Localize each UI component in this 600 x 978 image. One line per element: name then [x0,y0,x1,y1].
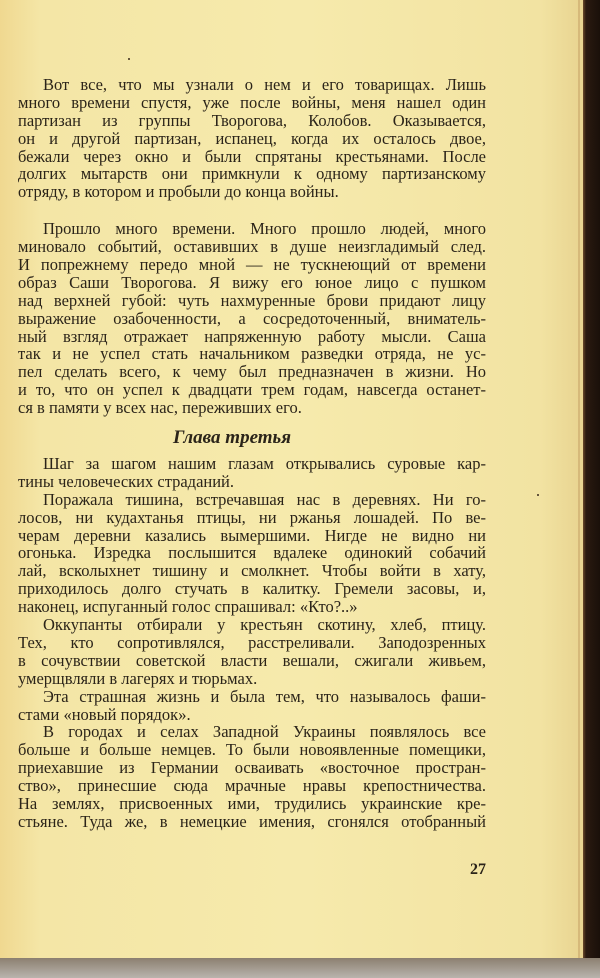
text-line: ный взгляд отражает напряженную работу мысли. Саша [18,326,486,346]
text-line: приходилось долго стучать в калитку. Гремели засовы, и, [18,579,486,599]
text-line: так и не успел стать начальником разведки отряда, не ус- [18,344,486,364]
page-edge-line [578,0,580,960]
paragraph [18,220,486,417]
page-text [18,76,486,831]
text-line: отряду, в котором и пробыли до конца войны. [18,182,339,202]
text-line: лай, всколыхнет тишину и смолкнет. Чтобы войти в хату, [18,561,486,581]
paragraph [18,76,486,201]
text-line: образ Саши Творогова. Я вижу его юное лицо с пушком [18,272,486,292]
page-number: 27 [470,861,486,878]
text-line: пел сделать всего, к чему был предназначен в жизни. Но [18,362,486,382]
text-line: Эта страшная жизнь и была тем, что называлось фаши- [43,686,486,706]
paragraph [18,723,486,830]
text-line: ся в памяти у всех нас, переживших его. [18,398,302,418]
text-line: стьяне. Туда же, в немецкие имения, сгонялся отобранный [18,811,486,831]
text-line: Шаг за шагом нашим глазам открывались суровые кар- [43,454,486,474]
print-speck [537,494,539,496]
section-before-chapter [18,76,486,417]
text-line: И попрежнему передо мной — не тускнеющий от времени [18,255,486,275]
text-line: Тех, кто сопротивлялся, расстреливали. Заподозренных [18,632,486,652]
text-line: над верхней губой: чуть нахмуренные брови придают лицу [18,290,486,310]
text-line: больше и больше немцев. То были новоявленные помещики, [18,740,486,760]
paragraph-gap [18,201,486,220]
text-line: Оккупанты отбирали у крестьян скотину, хлеб, птицу. [43,615,486,635]
text-line: В городах и селах Западной Украины появлялось все [43,722,486,742]
paragraph [18,688,486,724]
text-line: черам деревни казались вымершими. Нигде не видно ни [18,525,486,545]
text-line: ство», принесшие сюда мрачные нравы крепостничества. [18,776,486,796]
chapter-heading: Глава третья [172,427,292,449]
text-line: Поражала тишина, встречавшая нас в деревнях. Ни го- [43,489,486,509]
text-line: наконец, испуганный голос спрашивал: «Кто?..» [18,597,358,617]
text-line: умерщвляли в лагерях и тюрьмах. [18,668,258,688]
text-line: и то, что он успел к двадцати трем годам, навсегда останет- [18,380,486,400]
text-line: выражение озабоченности, а сосредоточенный, вниматель- [18,308,486,328]
text-line: тины человеческих страданий. [18,471,235,491]
text-line: огонька. Изредка послышится вдалеке одинокий собачий [18,543,486,563]
text-line: он и другой партизан, испанец, когда их осталось двое, [18,128,486,148]
text-line: Вот все, что мы узнали о нем и его товарищах. Лишь [43,75,486,94]
paragraph [18,616,486,688]
text-line: в сочувствии советской власти вешали, сжигали живьем, [18,650,486,670]
text-line: много времени спустя, уже после войны, меня нашел один [18,92,486,112]
text-line: миновало событий, оставивших в душе неизгладимый след. [18,237,486,257]
text-line: лосов, ни кудахтанья птицы, ни ржанья лошадей. По ве- [18,507,486,527]
paragraph [18,455,486,491]
text-line: бежали через окно и были спрятаны крестьянами. После [18,146,486,166]
text-line: партизан из группы Творогова, Колобов. Оказывается, [18,110,486,130]
text-line: стами «новый порядок». [18,704,191,724]
text-line: приехавшие из Германии осваивать «восточное простран- [18,758,486,778]
text-line: На землях, присвоенных ими, трудились украинские кре- [18,793,486,813]
text-line: долгих мытарств они примкнули к одному партизанскому [18,164,486,184]
section-chapter-three [18,455,486,831]
book-spine-edge [583,0,600,978]
paragraph [18,491,486,616]
scan-bottom-edge [0,958,600,978]
print-speck [128,58,130,60]
text-line: Прошло много времени. Много прошло людей, много [43,219,486,239]
